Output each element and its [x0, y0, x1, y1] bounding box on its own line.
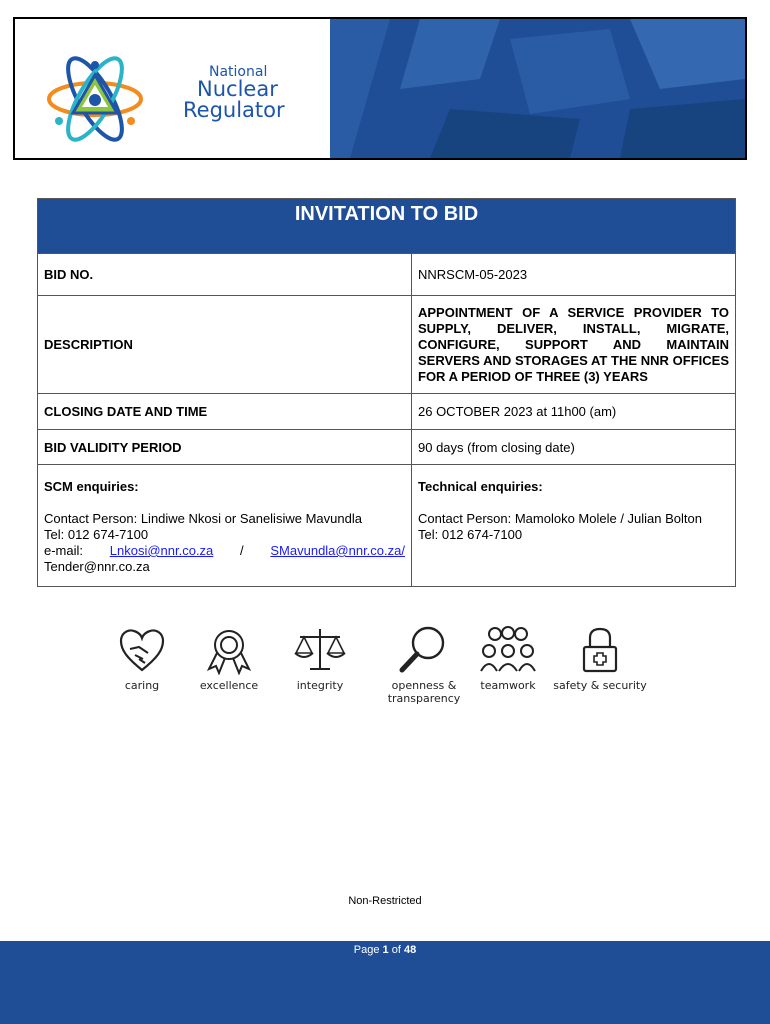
- technical-contact: Contact Person: Mamoloko Molele / Julian Bolton: [418, 511, 702, 526]
- value-caption-caring: caring: [124, 679, 160, 692]
- handshake-heart-icon: [117, 625, 167, 675]
- logo-text: [183, 65, 285, 121]
- value-integrity: [286, 625, 354, 692]
- value-caption-teamwork: teamwork: [480, 679, 536, 692]
- validity-label: BID VALIDITY PERIOD: [38, 430, 412, 465]
- scm-tel: Tel: 012 674-7100: [44, 527, 149, 542]
- scales-icon: [292, 625, 348, 675]
- values-row: [100, 625, 660, 715]
- email-separator: /: [240, 543, 244, 558]
- pattern-graphic: [330, 19, 745, 158]
- page-word: Page: [353, 944, 380, 956]
- bid-no-label: BID NO.: [38, 254, 412, 296]
- value-caption-integrity: integrity: [296, 679, 344, 692]
- scm-heading: SCM enquiries:: [44, 479, 139, 494]
- value-caption-safety: safety & security: [553, 679, 647, 692]
- scm-enquiries-cell: [38, 465, 412, 587]
- page-number: [0, 944, 770, 956]
- technical-enquiries-cell: [412, 465, 736, 587]
- value-excellence: [192, 625, 266, 692]
- padlock-icon: [575, 625, 625, 675]
- closing-value: 26 OCTOBER 2023 at 11h00 (am): [412, 394, 736, 430]
- value-caption-openness: openness &: [391, 679, 457, 692]
- logo-line-regulator: Regulator: [183, 98, 285, 122]
- email-link-smavundla[interactable]: SMavundla@nnr.co.za/: [270, 543, 405, 558]
- logo-line-nuclear: Nuclear: [197, 77, 278, 101]
- scm-email-tender: Tender@nnr.co.za: [44, 559, 150, 574]
- table-title: INVITATION TO BID: [38, 199, 736, 254]
- header-banner: [13, 17, 747, 160]
- value-caption-transparency: transparency: [387, 692, 461, 705]
- logo-line-national: National: [209, 64, 268, 80]
- scm-email-line: [44, 543, 405, 559]
- value-safety: [552, 625, 648, 692]
- magnifier-icon: [396, 625, 452, 675]
- nnr-atom-logo-icon: [45, 49, 145, 149]
- description-label: DESCRIPTION: [38, 296, 412, 394]
- value-openness: [382, 625, 466, 705]
- footer-bar: [0, 941, 770, 1024]
- invitation-table: [37, 198, 736, 587]
- page-total: 48: [403, 944, 417, 956]
- closing-label: CLOSING DATE AND TIME: [38, 394, 412, 430]
- email-link-lnkosi[interactable]: Lnkosi@nnr.co.za: [109, 543, 214, 558]
- bid-no-value: NNRSCM-05-2023: [412, 254, 736, 296]
- scm-email-prefix: e-mail:: [44, 543, 84, 558]
- banner-pattern: [330, 19, 745, 158]
- technical-tel: Tel: 012 674-7100: [418, 527, 523, 542]
- page-of: of: [391, 944, 401, 956]
- people-group-icon: [479, 625, 537, 675]
- value-caring: [100, 625, 184, 692]
- technical-heading: Technical enquiries:: [418, 479, 543, 494]
- non-restricted-label: Non-Restricted: [348, 895, 422, 907]
- value-caption-excellence: excellence: [199, 679, 259, 692]
- scm-contact: Contact Person: Lindiwe Nkosi or Sanelisiwe Mavundla: [44, 511, 362, 526]
- page-current: 1: [382, 944, 389, 956]
- description-value: APPOINTMENT OF A SERVICE PROVIDER TO SUPPLY, DELIVER, INSTALL, MIGRATE, CONFIGURE, SUPPORT AND MAINTAIN SERVERS AND STORAGES AT THE NNR OFFICES FOR A PERIOD OF THREE (3) YEARS: [412, 296, 736, 394]
- validity-value: 90 days (from closing date): [412, 430, 736, 465]
- value-teamwork: [474, 625, 542, 692]
- award-rosette-icon: [201, 625, 257, 675]
